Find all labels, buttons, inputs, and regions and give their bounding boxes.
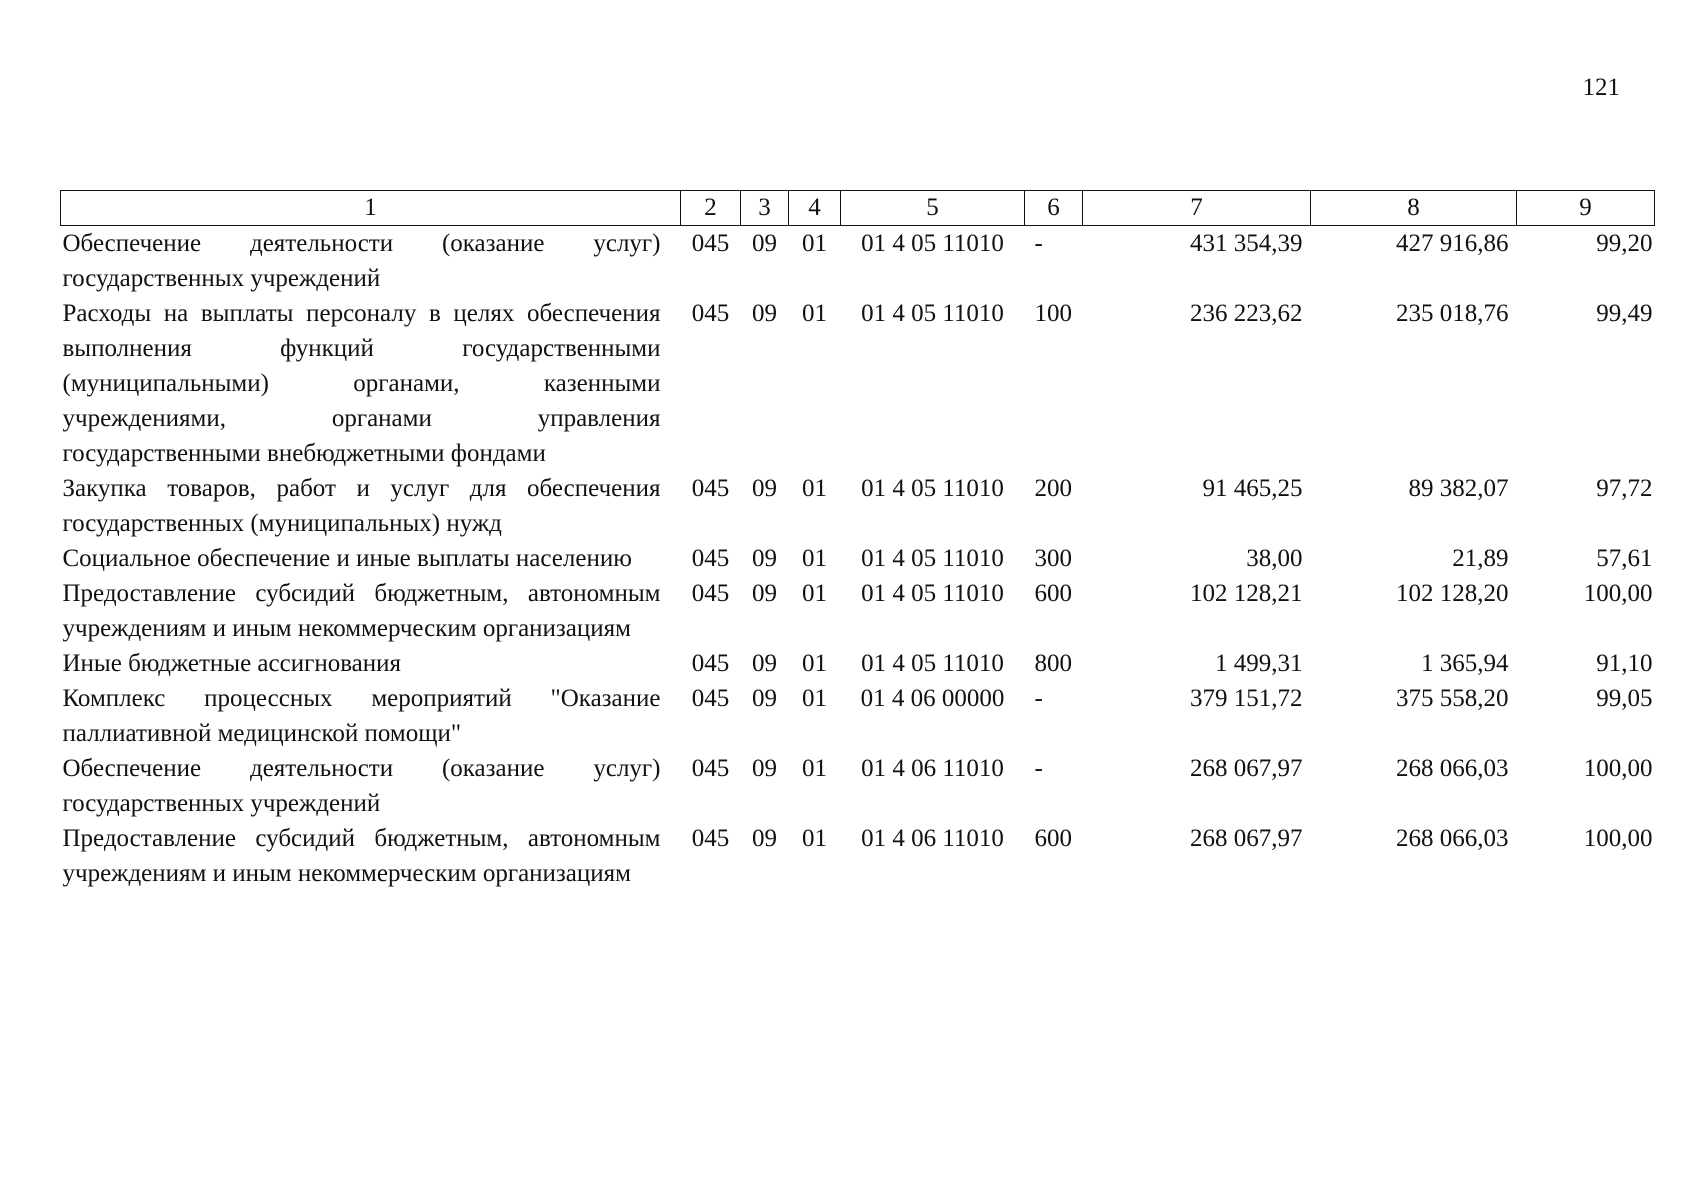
cell-subsection-code: 01	[802, 825, 827, 852]
cell-subsection-code: 01	[802, 545, 827, 572]
cell-subsection-code: 01	[802, 755, 827, 782]
cell-executed-amount: 268 066,03	[1396, 755, 1509, 782]
table-row	[61, 471, 1655, 541]
cell-expense-type-code: -	[1034, 230, 1043, 257]
cell-planned-amount: 38,00	[1246, 545, 1303, 572]
table-row	[61, 226, 1655, 297]
cell-section-code: 09	[752, 580, 777, 607]
cell-admin-code: 045	[691, 300, 730, 327]
cell-execution-percent: 57,61	[1596, 545, 1653, 572]
column-header-7: 7	[1083, 191, 1311, 226]
budget-table	[60, 190, 1655, 891]
cell-subsection-code: 01	[802, 475, 827, 502]
table-row	[61, 821, 1655, 891]
cell-executed-amount: 89 382,07	[1408, 475, 1509, 502]
table-body	[61, 226, 1655, 892]
table-row	[61, 681, 1655, 751]
cell-executed-amount: 427 916,86	[1396, 230, 1509, 257]
cell-expense-type-code: 800	[1034, 650, 1072, 677]
cell-expense-type-code: 100	[1034, 300, 1072, 327]
cell-planned-amount: 379 151,72	[1190, 685, 1303, 712]
cell-section-code: 09	[752, 755, 777, 782]
cell-row-name: Расходы на выплаты персоналу в целях обеспечения выполнения функций государственными (муниципальными) органами, казенными учреждениями, органами управления государственными внебюджетными фондами	[62, 300, 661, 467]
cell-planned-amount: 268 067,97	[1190, 755, 1303, 782]
cell-executed-amount: 102 128,20	[1396, 580, 1509, 607]
cell-executed-amount: 268 066,03	[1396, 825, 1509, 852]
cell-executed-amount: 21,89	[1452, 545, 1509, 572]
cell-execution-percent: 99,20	[1596, 230, 1653, 257]
cell-row-name: Обеспечение деятельности (оказание услуг) государственных учреждений	[62, 755, 661, 817]
cell-executed-amount: 235 018,76	[1396, 300, 1509, 327]
cell-subsection-code: 01	[802, 580, 827, 607]
cell-section-code: 09	[752, 650, 777, 677]
cell-row-name: Предоставление субсидий бюджетным, автономным учреждениям и иным некоммерческим организациям	[62, 580, 661, 642]
column-header-4: 4	[789, 191, 841, 226]
cell-target-article-code: 01 4 05 11010	[861, 545, 1004, 572]
cell-admin-code: 045	[691, 230, 730, 257]
cell-expense-type-code: -	[1034, 755, 1043, 782]
table-row	[61, 751, 1655, 821]
table-row	[61, 296, 1655, 471]
cell-execution-percent: 99,05	[1596, 685, 1653, 712]
cell-subsection-code: 01	[802, 230, 827, 257]
page-number: 121	[1582, 74, 1620, 101]
cell-admin-code: 045	[691, 475, 730, 502]
cell-admin-code: 045	[691, 755, 730, 782]
cell-expense-type-code: 200	[1034, 475, 1072, 502]
table-row	[61, 646, 1655, 681]
cell-admin-code: 045	[691, 580, 730, 607]
cell-section-code: 09	[752, 475, 777, 502]
cell-expense-type-code: 300	[1034, 545, 1072, 572]
table-row	[61, 541, 1655, 576]
cell-executed-amount: 1 365,94	[1421, 650, 1509, 677]
cell-target-article-code: 01 4 05 11010	[861, 580, 1004, 607]
cell-execution-percent: 100,00	[1583, 755, 1653, 782]
cell-section-code: 09	[752, 230, 777, 257]
cell-planned-amount: 102 128,21	[1190, 580, 1303, 607]
cell-planned-amount: 91 465,25	[1202, 475, 1303, 502]
cell-target-article-code: 01 4 05 11010	[861, 650, 1004, 677]
cell-admin-code: 045	[691, 545, 730, 572]
table-header	[61, 191, 1655, 226]
table-row	[61, 576, 1655, 646]
column-header-5: 5	[841, 191, 1025, 226]
cell-section-code: 09	[752, 685, 777, 712]
cell-execution-percent: 99,49	[1596, 300, 1653, 327]
cell-execution-percent: 91,10	[1596, 650, 1653, 677]
cell-section-code: 09	[752, 300, 777, 327]
cell-planned-amount: 431 354,39	[1190, 230, 1303, 257]
cell-row-name: Социальное обеспечение и иные выплаты населению	[62, 545, 632, 572]
cell-subsection-code: 01	[802, 650, 827, 677]
cell-row-name: Комплекс процессных мероприятий "Оказание паллиативной медицинской помощи"	[62, 685, 661, 747]
cell-executed-amount: 375 558,20	[1396, 685, 1509, 712]
header-row	[61, 191, 1655, 226]
cell-expense-type-code: -	[1034, 685, 1043, 712]
column-header-2: 2	[681, 191, 741, 226]
cell-target-article-code: 01 4 06 00000	[860, 685, 1005, 712]
column-header-1: 1	[61, 191, 681, 226]
cell-target-article-code: 01 4 05 11010	[861, 475, 1004, 502]
cell-planned-amount: 236 223,62	[1190, 300, 1303, 327]
cell-section-code: 09	[752, 545, 777, 572]
cell-expense-type-code: 600	[1034, 580, 1072, 607]
cell-execution-percent: 100,00	[1583, 580, 1653, 607]
cell-row-name: Иные бюджетные ассигнования	[62, 650, 402, 677]
cell-target-article-code: 01 4 05 11010	[861, 300, 1004, 327]
cell-row-name: Предоставление субсидий бюджетным, автономным учреждениям и иным некоммерческим организациям	[62, 825, 661, 887]
cell-target-article-code: 01 4 06 11010	[861, 755, 1004, 782]
cell-admin-code: 045	[691, 825, 730, 852]
cell-row-name: Закупка товаров, работ и услуг для обеспечения государственных (муниципальных) нужд	[62, 475, 661, 537]
cell-planned-amount: 1 499,31	[1215, 650, 1303, 677]
cell-subsection-code: 01	[802, 300, 827, 327]
cell-target-article-code: 01 4 05 11010	[861, 230, 1004, 257]
cell-execution-percent: 97,72	[1596, 475, 1653, 502]
cell-admin-code: 045	[691, 650, 730, 677]
column-header-6: 6	[1025, 191, 1083, 226]
cell-expense-type-code: 600	[1034, 825, 1072, 852]
cell-execution-percent: 100,00	[1583, 825, 1653, 852]
cell-subsection-code: 01	[802, 685, 827, 712]
cell-section-code: 09	[752, 825, 777, 852]
column-header-8: 8	[1311, 191, 1517, 226]
cell-row-name: Обеспечение деятельности (оказание услуг) государственных учреждений	[62, 230, 661, 292]
column-header-9: 9	[1517, 191, 1655, 226]
cell-planned-amount: 268 067,97	[1190, 825, 1303, 852]
cell-target-article-code: 01 4 06 11010	[861, 825, 1004, 852]
column-header-3: 3	[741, 191, 789, 226]
cell-admin-code: 045	[691, 685, 730, 712]
